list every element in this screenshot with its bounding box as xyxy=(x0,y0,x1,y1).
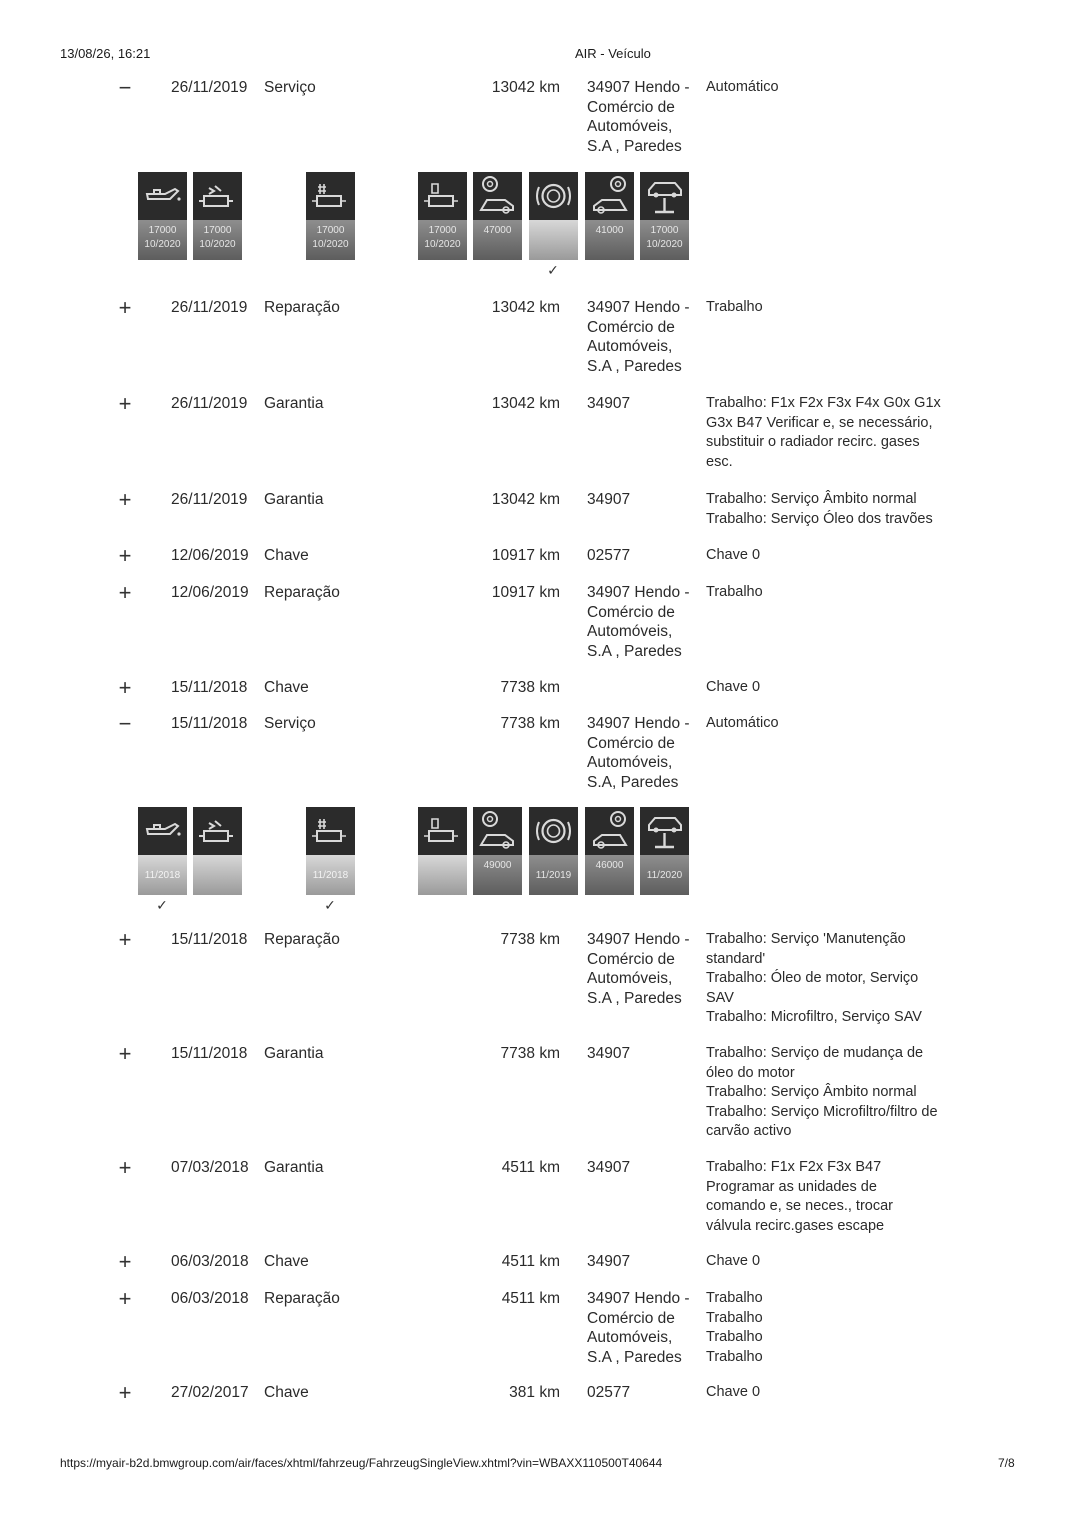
expand-toggle[interactable]: + xyxy=(118,1155,132,1180)
indicator-date: 10/2020 xyxy=(144,239,181,250)
indicator-mileage xyxy=(529,220,578,234)
indicator-mileage: 41000 xyxy=(595,225,624,236)
entry-type: Garantia xyxy=(264,1159,324,1176)
indicator-mileage xyxy=(418,855,467,869)
dealer-line: 34907 Hendo - xyxy=(587,931,690,948)
dealer-line: 34907 xyxy=(587,1253,631,1270)
description-line: Chave 0 xyxy=(706,1384,761,1400)
oil-can-icon xyxy=(138,172,187,220)
dealer-line: 34907 Hendo - xyxy=(587,79,690,96)
indicator-value xyxy=(138,220,187,260)
dealer-line: Comércio de xyxy=(587,318,675,336)
entry-description xyxy=(706,1383,956,1403)
entry-mileage: 7738 km xyxy=(500,715,560,732)
indicator-value xyxy=(306,220,355,260)
entry-description xyxy=(706,78,956,98)
description-line: Trabalho xyxy=(706,1329,763,1345)
service-indicator-tile xyxy=(306,807,355,895)
entry-description xyxy=(706,1252,956,1272)
vehicle-check-icon xyxy=(640,172,689,220)
description-line: Automático xyxy=(706,715,779,731)
entry-date: 15/11/2018 xyxy=(171,931,248,948)
description-line: Trabalho xyxy=(706,1348,763,1365)
entry-dealer xyxy=(587,1158,702,1178)
indicator-value xyxy=(138,855,187,895)
print-datetime: 13/08/26, 16:21 xyxy=(60,46,151,61)
indicator-value xyxy=(585,855,634,895)
entry-type: Reparação xyxy=(264,584,340,601)
dealer-line: Comércio de xyxy=(587,734,675,752)
page-number: 7/8 xyxy=(998,1456,1015,1470)
brake-fluid-icon xyxy=(529,172,578,220)
indicator-date: 11/2019 xyxy=(535,870,572,881)
indicator-mileage: 46000 xyxy=(595,860,624,871)
indicator-mileage: 47000 xyxy=(483,225,512,236)
service-indicator-tile xyxy=(138,807,187,895)
front-brake-icon xyxy=(473,172,522,220)
entry-description xyxy=(706,1044,956,1142)
indicator-mileage xyxy=(306,855,355,869)
description-line: G3x B47 Verificar e, se necessário, xyxy=(706,414,933,431)
entry-date: 26/11/2019 xyxy=(171,491,248,508)
fuel-filter-icon xyxy=(418,807,467,855)
dealer-line: Automóveis, xyxy=(587,623,673,640)
entry-date: 26/11/2019 xyxy=(171,395,248,412)
entry-type: Serviço xyxy=(264,79,316,96)
description-line: Automático xyxy=(706,79,779,95)
entry-type: Reparação xyxy=(264,1290,340,1307)
vehicle-check-icon xyxy=(640,807,689,855)
indicator-value xyxy=(640,855,689,895)
dealer-line: Automóveis, xyxy=(587,338,673,355)
collapse-toggle[interactable]: − xyxy=(118,75,132,100)
entry-description xyxy=(706,490,956,529)
expand-toggle[interactable]: + xyxy=(118,295,132,320)
expand-toggle[interactable]: + xyxy=(118,487,132,512)
entry-mileage: 13042 km xyxy=(491,395,560,412)
entry-type: Chave xyxy=(264,547,309,564)
expand-toggle[interactable]: + xyxy=(118,580,132,605)
description-line: Programar as unidades de xyxy=(706,1178,877,1195)
description-line: válvula recirc.gases escape xyxy=(706,1217,885,1234)
entry-dealer xyxy=(587,583,702,661)
entry-date: 15/11/2018 xyxy=(171,679,248,696)
entry-description xyxy=(706,678,956,698)
service-indicator-tile xyxy=(418,807,467,895)
description-line: Trabalho xyxy=(706,1309,763,1326)
description-line: substituir o radiador recirc. gases xyxy=(706,434,920,450)
indicator-mileage xyxy=(529,855,578,869)
indicator-mileage: 17000 xyxy=(650,225,679,236)
dealer-line: 34907 xyxy=(587,395,631,412)
indicator-date: 11/2018 xyxy=(312,870,349,881)
dealer-line: Comércio de xyxy=(587,98,675,116)
entry-type: Chave xyxy=(264,1384,309,1401)
indicator-date: 10/2020 xyxy=(199,239,236,250)
entry-mileage: 10917 km xyxy=(491,547,560,564)
dealer-line: Comércio de xyxy=(587,1309,675,1327)
dealer-line: S.A , Paredes xyxy=(587,137,682,155)
service-indicator-tile xyxy=(306,172,355,260)
description-line: Trabalho: F1x F2x F3x B47 xyxy=(706,1159,882,1175)
entry-type: Reparação xyxy=(264,299,340,316)
indicator-value xyxy=(193,220,242,260)
service-indicator-row xyxy=(0,807,1070,917)
description-line: Chave 0 xyxy=(706,679,761,695)
entry-type: Garantia xyxy=(264,491,324,508)
dealer-line: Automóveis, xyxy=(587,1329,673,1346)
oil-can-icon xyxy=(138,807,187,855)
entry-description xyxy=(706,1158,956,1236)
entry-date: 12/06/2019 xyxy=(171,584,249,601)
description-line: Trabalho: Serviço Microfiltro/filtro de xyxy=(706,1103,938,1120)
indicator-date: 10/2020 xyxy=(312,239,349,250)
expand-toggle[interactable]: + xyxy=(118,1286,132,1311)
entry-mileage: 13042 km xyxy=(491,299,560,316)
indicator-value xyxy=(585,220,634,260)
indicator-date: 11/2018 xyxy=(144,870,181,881)
indicator-value xyxy=(418,855,467,895)
description-line: Chave 0 xyxy=(706,1253,761,1269)
dealer-line: 34907 xyxy=(587,1045,631,1062)
dealer-line: 34907 Hendo - xyxy=(587,715,690,732)
expand-toggle[interactable]: + xyxy=(118,675,132,700)
description-line: Trabalho: Serviço 'Manutenção xyxy=(706,931,906,947)
checkmark-icon: ✓ xyxy=(547,262,559,278)
entry-mileage: 4511 km xyxy=(501,1253,560,1270)
entry-dealer xyxy=(587,490,702,510)
indicator-value xyxy=(529,220,578,260)
entry-mileage: 7738 km xyxy=(500,1045,560,1062)
description-line: Trabalho: Serviço de mudança de xyxy=(706,1045,924,1061)
rear-brake-icon xyxy=(585,807,634,855)
entry-mileage: 13042 km xyxy=(491,491,560,508)
particle-filter-icon xyxy=(193,807,242,855)
expand-toggle[interactable]: + xyxy=(118,391,132,416)
dealer-line: 02577 xyxy=(587,1384,631,1401)
description-line: Chave 0 xyxy=(706,547,761,563)
dealer-line: S.A, Paredes xyxy=(587,773,679,791)
entry-type: Garantia xyxy=(264,1045,324,1062)
dealer-line: 34907 Hendo - xyxy=(587,584,690,601)
hash-filter-icon xyxy=(306,807,355,855)
dealer-line: S.A , Paredes xyxy=(587,357,682,375)
service-indicator-tile xyxy=(193,807,242,895)
service-indicator-row xyxy=(0,172,1070,282)
description-line: Trabalho xyxy=(706,299,763,315)
entry-type: Chave xyxy=(264,1253,309,1270)
checkmark-icon: ✓ xyxy=(156,897,168,913)
description-line: comando e, se neces., trocar xyxy=(706,1198,893,1214)
entry-dealer xyxy=(587,78,702,156)
service-indicator-tile xyxy=(418,172,467,260)
expand-toggle[interactable]: + xyxy=(118,543,132,568)
dealer-line: S.A , Paredes xyxy=(587,1348,682,1366)
service-indicator-tile xyxy=(193,172,242,260)
description-line: Trabalho: Óleo de motor, Serviço xyxy=(706,970,919,986)
entry-dealer xyxy=(587,298,702,376)
collapse-toggle[interactable]: − xyxy=(118,711,132,736)
entry-date: 26/11/2019 xyxy=(171,299,248,316)
entry-date: 06/03/2018 xyxy=(171,1253,249,1270)
entry-date: 12/06/2019 xyxy=(171,547,249,564)
service-indicator-tile xyxy=(640,807,689,895)
dealer-line: Comércio de xyxy=(587,950,675,968)
service-indicator-tile xyxy=(529,807,578,895)
description-line: Trabalho: Serviço Âmbito normal xyxy=(706,491,917,507)
expand-toggle[interactable]: + xyxy=(118,1249,132,1274)
particle-filter-icon xyxy=(193,172,242,220)
entry-mileage: 13042 km xyxy=(491,79,560,96)
entry-dealer xyxy=(587,930,702,1008)
checkmark-icon: ✓ xyxy=(324,897,336,913)
entry-dealer xyxy=(587,1252,702,1272)
entry-dealer xyxy=(587,714,702,792)
service-indicator-tile xyxy=(585,172,634,260)
description-line: óleo do motor xyxy=(706,1064,795,1081)
dealer-line: Comércio de xyxy=(587,603,675,621)
entry-mileage: 4511 km xyxy=(501,1290,560,1307)
entry-type: Garantia xyxy=(264,395,324,412)
description-line: Trabalho: Microfiltro, Serviço SAV xyxy=(706,1009,922,1025)
entry-type: Reparação xyxy=(264,931,340,948)
dealer-line: Automóveis, xyxy=(587,970,673,987)
service-indicator-tile xyxy=(473,807,522,895)
entry-description xyxy=(706,714,956,734)
description-line: Trabalho xyxy=(706,584,763,600)
service-indicator-tile xyxy=(473,172,522,260)
entry-description xyxy=(706,930,956,1028)
fuel-filter-icon xyxy=(418,172,467,220)
indicator-value xyxy=(473,855,522,895)
dealer-line: Automóveis, xyxy=(587,754,673,771)
entry-dealer xyxy=(587,1289,702,1367)
description-line: SAV xyxy=(706,989,734,1006)
entry-mileage: 7738 km xyxy=(500,679,560,696)
expand-toggle[interactable]: + xyxy=(118,1041,132,1066)
description-line: Trabalho: Serviço Óleo dos travões xyxy=(706,510,933,527)
dealer-line: S.A , Paredes xyxy=(587,642,682,660)
entry-date: 15/11/2018 xyxy=(171,715,248,732)
indicator-mileage: 17000 xyxy=(148,225,177,236)
entry-date: 15/11/2018 xyxy=(171,1045,248,1062)
indicator-mileage xyxy=(193,855,242,869)
indicator-value xyxy=(193,855,242,895)
description-line: standard' xyxy=(706,950,766,967)
entry-description xyxy=(706,1289,956,1367)
dealer-line: 34907 Hendo - xyxy=(587,1290,690,1307)
indicator-date: 10/2020 xyxy=(646,239,683,250)
indicator-date: 10/2020 xyxy=(424,239,461,250)
indicator-value xyxy=(529,855,578,895)
entry-description xyxy=(706,583,956,603)
entry-date: 06/03/2018 xyxy=(171,1290,249,1307)
dealer-line: 34907 Hendo - xyxy=(587,299,690,316)
service-indicator-tile xyxy=(529,172,578,260)
description-line: Trabalho: F1x F2x F3x F4x G0x G1x xyxy=(706,395,941,411)
indicator-mileage: 17000 xyxy=(316,225,345,236)
expand-toggle[interactable]: + xyxy=(118,1380,132,1405)
entry-date: 26/11/2019 xyxy=(171,79,248,96)
entry-mileage: 7738 km xyxy=(500,931,560,948)
entry-description xyxy=(706,298,956,318)
front-brake-icon xyxy=(473,807,522,855)
service-indicator-tile xyxy=(640,172,689,260)
description-line: Trabalho xyxy=(706,1290,763,1306)
entry-dealer xyxy=(587,394,702,414)
description-line: Trabalho: Serviço Âmbito normal xyxy=(706,1084,917,1100)
entry-type: Serviço xyxy=(264,715,316,732)
dealer-line: S.A , Paredes xyxy=(587,989,682,1007)
expand-toggle[interactable]: + xyxy=(118,927,132,952)
indicator-date: 11/2020 xyxy=(646,870,683,881)
entry-dealer xyxy=(587,1383,702,1403)
dealer-line: 34907 xyxy=(587,491,631,508)
indicator-mileage: 49000 xyxy=(483,860,512,871)
entry-date: 07/03/2018 xyxy=(171,1159,249,1176)
description-line: esc. xyxy=(706,453,733,470)
dealer-line: Automóveis, xyxy=(587,118,673,135)
indicator-value xyxy=(306,855,355,895)
entry-mileage: 10917 km xyxy=(491,584,560,601)
indicator-mileage: 17000 xyxy=(428,225,457,236)
entry-description xyxy=(706,546,956,566)
page-title: AIR - Veículo xyxy=(575,46,651,61)
indicator-mileage: 17000 xyxy=(203,225,232,236)
entry-mileage: 381 km xyxy=(509,1384,560,1401)
dealer-line: 34907 xyxy=(587,1159,631,1176)
entry-date: 27/02/2017 xyxy=(171,1384,249,1401)
service-indicator-tile xyxy=(585,807,634,895)
entry-type: Chave xyxy=(264,679,309,696)
service-indicator-tile xyxy=(138,172,187,260)
rear-brake-icon xyxy=(585,172,634,220)
entry-dealer xyxy=(587,546,702,566)
indicator-mileage xyxy=(640,855,689,869)
entry-mileage: 4511 km xyxy=(501,1159,560,1176)
indicator-value xyxy=(640,220,689,260)
indicator-mileage xyxy=(138,855,187,869)
dealer-line: 02577 xyxy=(587,547,631,564)
entry-dealer xyxy=(587,1044,702,1064)
entry-description xyxy=(706,394,956,472)
indicator-value xyxy=(418,220,467,260)
indicator-value xyxy=(473,220,522,260)
brake-fluid-icon xyxy=(529,807,578,855)
description-line: carvão activo xyxy=(706,1123,792,1139)
page-url: https://myair-b2d.bmwgroup.com/air/faces/xhtml/fahrzeug/FahrzeugSingleView.xhtml?vin=WBAXX110500T40644 xyxy=(60,1456,663,1470)
hash-filter-icon xyxy=(306,172,355,220)
